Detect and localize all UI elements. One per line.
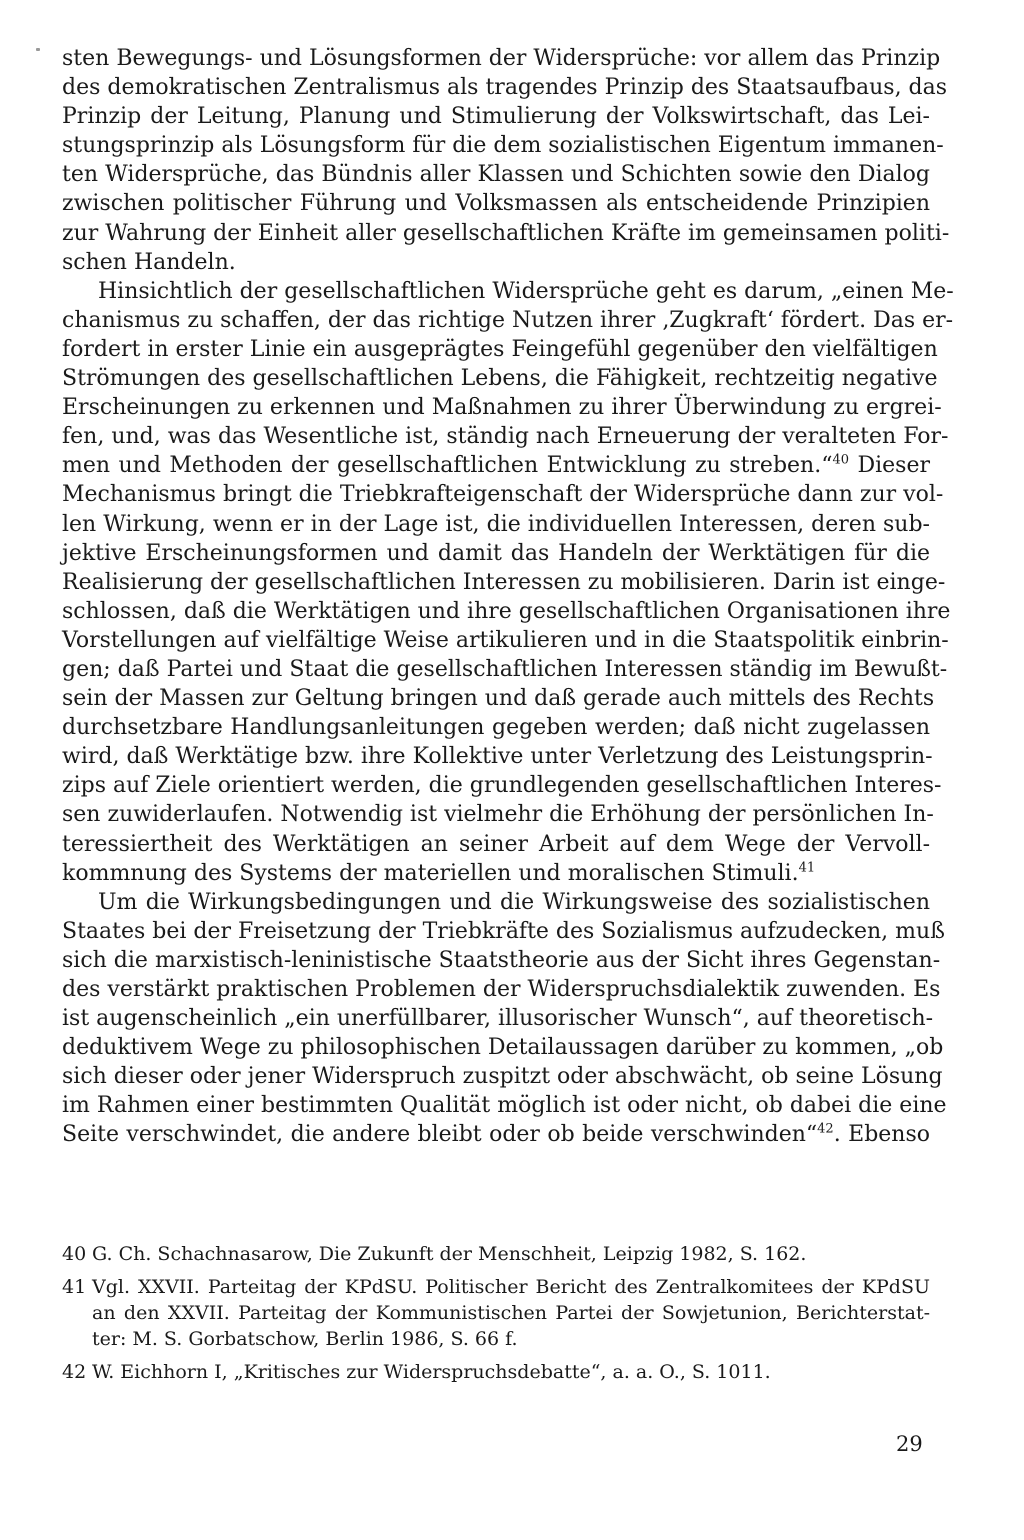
footnote-42 <box>62 1359 930 1385</box>
text-line: chanismus zu schaffen, der das richtige Nutzen ihrer ‚Zugkraft‘ fördert. Das er- <box>62 307 954 333</box>
text-line: zips auf Ziele orientiert werden, die grundlegenden gesellschaftlichen Interes- <box>62 773 942 799</box>
text-line: wird, daß Werktätige bzw. ihre Kollektive unter Verletzung des Leistungsprin- <box>62 744 933 770</box>
footnote-line: an den XXVII. Parteitag der Kommunistischen Partei der Sowjetunion, Berichterstat- <box>92 1302 930 1324</box>
text-line: sich die marxistisch-leninistische Staatstheorie aus der Sicht ihres Gegenstan- <box>62 947 941 973</box>
text-line: Staates bei der Freisetzung der Triebkräfte des Sozialismus aufzudecken, muß <box>62 918 945 944</box>
text-line: im Rahmen einer bestimmten Qualität möglich ist oder nicht, ob dabei die eine <box>62 1093 947 1119</box>
text-line: stungsprinzip als Lösungsform für die dem sozialistischen Eigentum immanen- <box>62 133 944 159</box>
footnote-line: W. Eichhorn I, „Kritisches zur Widerspruchsdebatte“, a. a. O., S. 1011. <box>92 1361 771 1383</box>
footnote-number: 41 <box>62 1276 87 1298</box>
text-line: men und Methoden der gesellschaftlichen Entwicklung zu streben.“$^{40}$ Dieser <box>62 452 930 479</box>
text-line: teressiertheit des Werktätigen an seiner Arbeit auf dem Wege der Vervoll- <box>62 831 930 857</box>
text-line: gen; daß Partei und Staat die gesellschaftlichen Interessen ständig im Bewußt- <box>62 656 948 682</box>
body-text <box>62 44 954 1150</box>
footnote-number: 42 <box>62 1361 87 1383</box>
text-line: kommnung des Systems der materiellen und moralischen Stimuli.$^{41}$ <box>62 860 816 886</box>
text-line: Strömungen des gesellschaftlichen Lebens, die Fähigkeit, rechtzeitig negative <box>62 366 938 392</box>
paragraph-2 <box>62 277 954 888</box>
paragraph-1 <box>62 44 950 277</box>
text-line: ist augenscheinlich „ein unerfüllbarer, illusorischer Wunsch“, auf theoretisch- <box>62 1006 934 1032</box>
text-line: fordert in erster Linie ein ausgeprägtes Feingefühl gegenüber den vielfältigen <box>62 336 938 362</box>
text-line: jektive Erscheinungsformen und damit das Handeln der Werktätigen für die <box>62 540 930 566</box>
text-line: Hinsichtlich der gesellschaftlichen Widersprüche geht es darum, „einen Me- <box>98 278 954 304</box>
text-line: fen, und, was das Wesentliche ist, ständig nach Erneuerung der veralteten For- <box>62 424 949 450</box>
text-line: Vorstellungen auf vielfältige Weise artikulieren und in die Staatspolitik einbrin- <box>62 627 949 653</box>
footnote-line: Vgl. XXVII. Parteitag der KPdSU. Politischer Bericht des Zentralkomitees der KPdSU <box>92 1276 930 1298</box>
text-line: schlossen, daß die Werktätigen und ihre gesellschaftlichen Organisationen ihre <box>62 598 951 624</box>
text-line: Um die Wirkungsbedingungen und die Wirkungsweise des sozialistischen <box>98 889 930 915</box>
scan-speck <box>36 48 40 51</box>
text-line: schen Handeln. <box>62 249 236 275</box>
text-line: sen zuwiderlaufen. Notwendig ist vielmehr die Erhöhung der persönlichen In- <box>62 802 934 828</box>
text-line: Seite verschwindet, die andere bleibt oder ob beide verschwinden“$^{42}$. Ebenso <box>62 1122 931 1148</box>
text-line: Realisierung der gesellschaftlichen Interessen zu mobilisieren. Darin ist einge- <box>62 569 946 595</box>
footnotes <box>62 1241 930 1392</box>
text-line: Prinzip der Leitung, Planung und Stimulierung der Volkswirtschaft, das Lei- <box>62 104 930 130</box>
text-line: zwischen politischer Führung und Volksmassen als entscheidende Prinzipien <box>62 191 930 217</box>
text-line: sten Bewegungs- und Lösungsformen der Widersprüche: vor allem das Prinzip <box>62 46 941 71</box>
text-line: ten Widersprüche, das Bündnis aller Klassen und Schichten sowie den Dialog <box>62 162 930 188</box>
footnote-line: G. Ch. Schachnasarow, Die Zukunft der Menschheit, Leipzig 1982, S. 162. <box>92 1243 807 1265</box>
footnote-line: ter: M. S. Gorbatschow, Berlin 1986, S. 66 f. <box>92 1328 518 1350</box>
text-line: des verstärkt praktischen Problemen der Widerspruchsdialektik zuwenden. Es <box>62 977 941 1002</box>
text-line: sich dieser oder jener Widerspruch zuspitzt oder abschwächt, ob seine Lösung <box>62 1064 943 1090</box>
page-number: 29 <box>896 1432 923 1456</box>
footnote-40 <box>62 1241 930 1267</box>
footnote-number: 40 <box>62 1243 87 1265</box>
text-line: Erscheinungen zu erkennen und Maßnahmen zu ihrer Überwindung zu ergrei- <box>62 395 942 421</box>
footnote-41 <box>62 1274 930 1352</box>
text-line: deduktivem Wege zu philosophischen Detailaussagen darüber zu kommen, „ob <box>62 1035 944 1061</box>
text-line: des demokratischen Zentralismus als tragendes Prinzip des Staatsaufbaus, das <box>62 75 948 101</box>
text-line: Mechanismus bringt die Triebkrafteigenschaft der Widersprüche dann zur vol- <box>62 482 944 508</box>
text-line: durchsetzbare Handlungsanleitungen gegeben werden; daß nicht zugelassen <box>62 715 930 741</box>
paragraph-3 <box>62 888 947 1150</box>
text-line: sein der Massen zur Geltung bringen und daß gerade auch mittels des Rechts <box>62 686 935 712</box>
text-line: len Wirkung, wenn er in der Lage ist, die individuellen Interessen, deren sub- <box>62 511 930 537</box>
text-line: zur Wahrung der Einheit aller gesellschaftlichen Kräfte im gemeinsamen politi- <box>62 220 950 246</box>
